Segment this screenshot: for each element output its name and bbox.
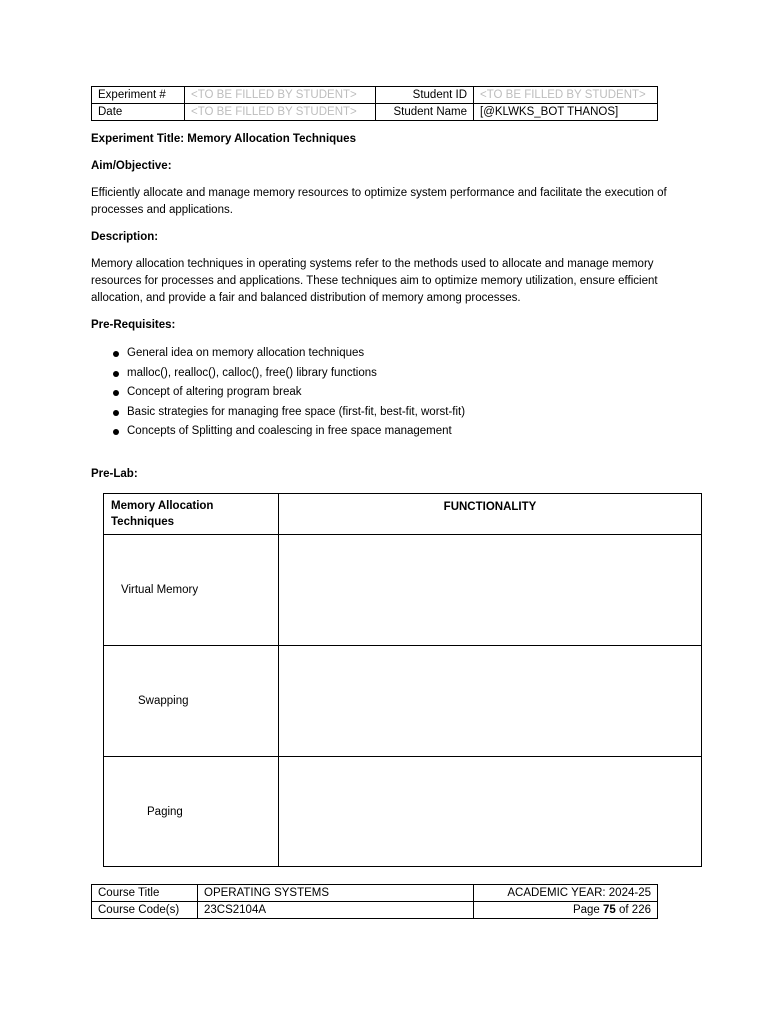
experiment-label: Experiment #	[92, 87, 185, 104]
functionality-answer-cell[interactable]	[279, 757, 702, 867]
description-heading: Description:	[91, 231, 159, 243]
page-number: 75	[603, 903, 616, 916]
academic-year: ACADEMIC YEAR: 2024-25	[474, 885, 658, 902]
footer-row	[92, 902, 658, 919]
prereq-heading: Pre-Requisites:	[91, 319, 176, 331]
technique-label: Virtual Memory	[121, 584, 199, 596]
technique-label: Paging	[147, 805, 183, 818]
functionality-column-header: FUNCTIONALITY	[279, 494, 702, 535]
date-field[interactable]: <TO BE FILLED BY STUDENT>	[185, 104, 376, 121]
technique-cell	[104, 535, 279, 646]
list-item: General idea on memory allocation techniques	[113, 344, 671, 364]
prelab-header-row	[104, 494, 702, 535]
footer-row	[92, 885, 658, 902]
course-code-value: 23CS2104A	[198, 902, 474, 919]
page-prefix: Page	[572, 903, 604, 916]
aim-heading: Aim/Objective:	[91, 160, 172, 172]
course-title-label: Course Title	[92, 885, 198, 902]
student-id-field[interactable]: <TO BE FILLED BY STUDENT>	[474, 87, 658, 104]
course-code-label: Course Code(s)	[92, 902, 198, 919]
technique-cell	[104, 757, 279, 867]
experiment-info-table	[91, 86, 658, 121]
page-suffix: of 226	[615, 903, 651, 916]
date-label: Date	[92, 104, 185, 121]
experiment-title: Experiment Title: Memory Allocation Techniques	[91, 133, 356, 145]
student-id-label: Student ID	[376, 87, 474, 104]
date-row	[92, 104, 658, 121]
document-body	[91, 131, 671, 483]
course-footer-table	[91, 884, 658, 919]
experiment-row	[92, 87, 658, 104]
page-indicator	[474, 902, 658, 919]
technique-label: Swapping	[138, 695, 189, 707]
table-row	[104, 535, 702, 646]
functionality-answer-cell[interactable]	[279, 535, 702, 646]
list-item: Concept of altering program break	[113, 383, 671, 403]
experiment-number-field[interactable]: <TO BE FILLED BY STUDENT>	[185, 87, 376, 104]
description-text: Memory allocation techniques in operating systems refer to the methods used to allocate and manage memory resources for processes and applications. These techniques aim to optimize memory utilization, ensure efficient allocation, and provide a fair and balanced distribution of memory among processes.	[91, 258, 658, 304]
table-row	[104, 757, 702, 867]
aim-text: Efficiently allocate and manage memory resources to optimize system performance and facilitate the execution of processes and applications.	[91, 187, 667, 216]
list-item: Basic strategies for managing free space (first-fit, best-fit, worst-fit)	[113, 403, 671, 423]
student-name-field[interactable]: [@KLWKS_BOT THANOS]	[474, 104, 658, 121]
functionality-answer-cell[interactable]	[279, 646, 702, 757]
techniques-column-header: Memory Allocation Techniques	[104, 494, 279, 535]
prelab-table	[103, 493, 702, 867]
technique-cell	[104, 646, 279, 757]
table-row	[104, 646, 702, 757]
student-name-label: Student Name	[376, 104, 474, 121]
list-item: Concepts of Splitting and coalescing in free space management	[113, 422, 671, 442]
course-title-value: OPERATING SYSTEMS	[198, 885, 474, 902]
prereq-list	[91, 344, 671, 442]
list-item: malloc(), realloc(), calloc(), free() library functions	[113, 364, 671, 384]
prelab-heading: Pre-Lab:	[91, 467, 138, 480]
